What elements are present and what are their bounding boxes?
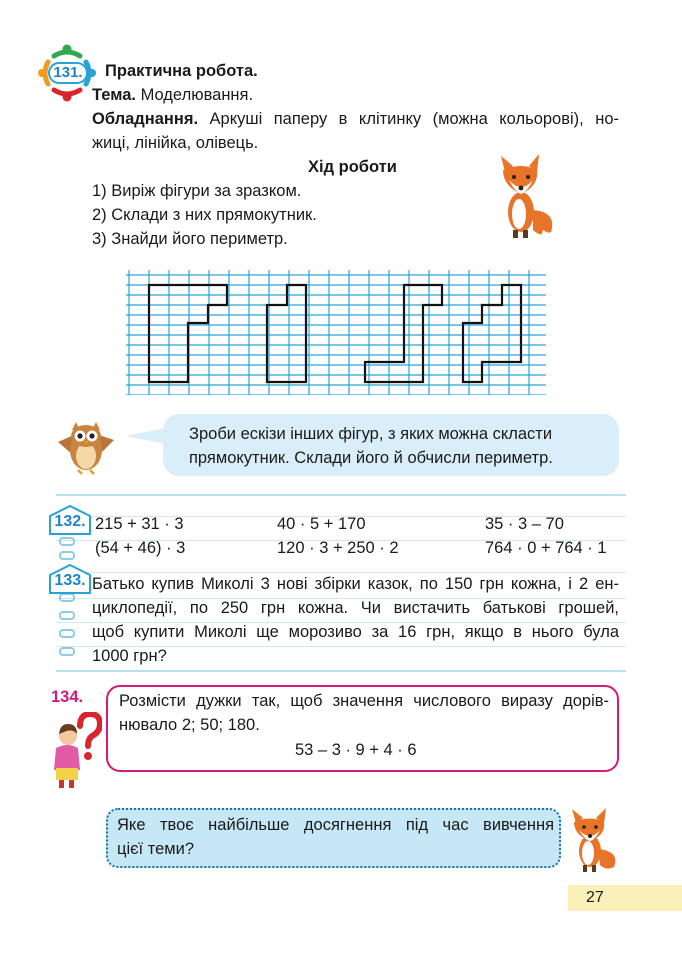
owl-tip-line-1: Зроби ескізи інших фігур, з яких можна скласти — [189, 425, 553, 443]
topic-line — [92, 83, 253, 107]
owl-tip-line-2: прямокутник. Склади його й обчисли периметр. — [189, 449, 553, 467]
equipment-label: Обладнання. — [92, 110, 199, 128]
equipment-line-1 — [92, 107, 619, 131]
task-134-line-1: Розмісти дужки так, щоб значення числового виразу дорів- — [119, 692, 609, 710]
equipment-line-2: жиці, лінійка, олівець. — [92, 134, 259, 152]
equipment-text: Аркуші паперу в клітинку (можна кольорові), но- — [209, 110, 619, 128]
task-133-line-1: Батько купив Миколі 3 нові збірки казок, по 150 грн кожна, і 2 ен- — [92, 575, 619, 593]
speech-bubble-tail — [126, 428, 166, 444]
step-2: 2) Склади з них прямокутник. — [92, 206, 317, 224]
girl-question-mark-icon — [50, 712, 102, 790]
fox-small-illustration-icon — [566, 805, 620, 873]
task-134-number: 134. — [51, 688, 84, 706]
step-3: 3) Знайди його периметр. — [92, 230, 288, 248]
page-number: 27 — [568, 885, 682, 911]
procedure-title: Хід роботи — [308, 158, 397, 176]
grid-with-figures — [126, 270, 546, 395]
expr-1-1: 215 + 31 · 3 — [95, 515, 184, 533]
expr-2-1: (54 + 46) · 3 — [95, 539, 186, 557]
task-133-badge — [48, 563, 92, 593]
task-133-line-3: щоб купити Миколі ще морозиво за 16 грн, якщо в нього була — [92, 623, 619, 641]
topic-value: Моделювання. — [140, 86, 254, 104]
task-number: 131. — [48, 62, 88, 84]
step-1: 1) Виріж фігури за зразком. — [92, 182, 302, 200]
task-131-badge — [38, 44, 96, 102]
task-number: 132. — [54, 513, 86, 530]
owl-illustration-icon — [52, 416, 120, 476]
task-131-title: Практична робота. — [105, 62, 258, 80]
question-line-1: Яке твоє найбільше досягнення під час вивчення — [117, 816, 554, 834]
notebook-binding-icon — [56, 530, 86, 670]
fox-illustration-icon — [493, 150, 557, 240]
expr-2-3: 764 · 0 + 764 · 1 — [485, 539, 607, 557]
task-133-line-2: циклопедії, по 250 грн кожна. Чи вистачить батькові грошей, — [92, 599, 619, 617]
expr-1-3: 35 · 3 – 70 — [485, 515, 564, 533]
topic-label: Тема. — [92, 86, 136, 104]
task-132-badge — [48, 504, 92, 534]
task-number: 133. — [54, 572, 86, 589]
expr-1-2: 40 · 5 + 170 — [277, 515, 366, 533]
task-134-expression: 53 – 3 · 9 + 4 · 6 — [295, 741, 417, 759]
expr-2-2: 120 · 3 + 250 · 2 — [277, 539, 399, 557]
task-134-line-2: нювало 2; 50; 180. — [119, 716, 260, 734]
question-line-2: цієї теми? — [117, 840, 194, 858]
task-133-line-4: 1000 грн? — [92, 647, 167, 665]
